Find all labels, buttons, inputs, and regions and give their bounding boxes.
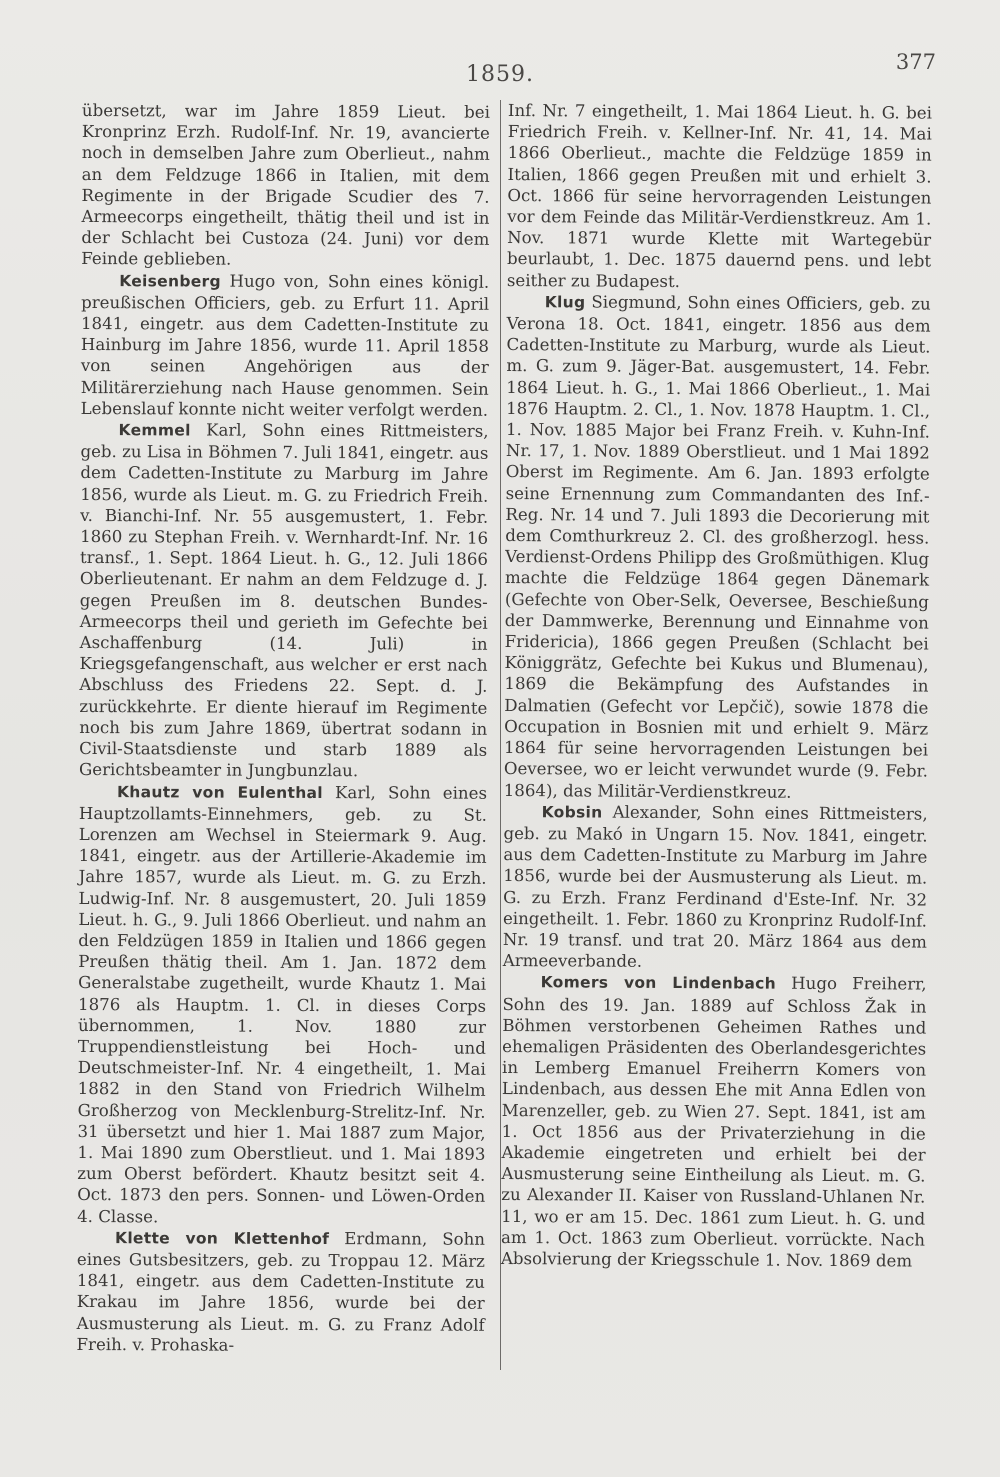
entry-komers — [501, 971, 927, 1271]
left-column — [77, 100, 490, 1357]
entry-surname: Kobsin — [541, 802, 603, 822]
entry-text: Karl, Sohn eines Rittmeisters, geb. zu Lisa in Böhmen 7. Juli 1841, eingetr. aus dem Cadetten-Institute zu Marburg im Jahre 1856, wurde als Lieut. m. G. zu Friedrich Freih. v. Bianchi-Inf. Nr. 55 ausgemustert, 1. Febr. 1860 zu Stephan Freih. v. Wernhardt-Inf. Nr. 16 transf., 1. Sept. 1864 Lieut. h. G., 12. Juli 1866 Oberlieutenant. Er nahm an dem Feldzuge d. J. gegen Preußen im 8. deutschen Bundes-Armeecorps theil und gerieth im Gefechte bei Aschaffenburg (14. Juli) in Kriegsgefangenschaft, aus welcher er erst nach Abschluss des Friedens 22. Sept. d. J. zurückkehrte. Er diente hierauf im Regimente noch bis zum Jahre 1869, übertrat sodann in Civil-Staatsdienste und starb 1889 als Gerichtsbeamter in Jungbunzlau. — [79, 420, 489, 781]
entry-surname: Klug — [544, 293, 586, 312]
entry-text: Inf. Nr. 7 eingetheilt, 1. Mai 1864 Lieut. h. G. bei Friedrich Freih. v. Kellner-Inf. Nr. 41, 14. Mai 1866 Oberlieut., machte die Feldzüge 1859 in Italien, 1866 gegen Preußen mit und erhielt 3. Oct. 1866 für seine hervorragenden Leistungen vor dem Feinde das Militär-Verdienstkreuz. Am 1. Nov. 1871 wurde Klette mit Wartegebür beurlaubt, 1. Dec. 1875 dauernd pens. und lebt seither zu Budapest. — [506, 100, 932, 291]
entry-continuation — [507, 100, 932, 293]
entry-keisenberg — [81, 270, 490, 421]
entry-kobsin — [503, 801, 928, 974]
entry-khautz — [77, 780, 487, 1228]
entry-text: Hugo von, Sohn eines königl. preußischen Officiers, geb. zu Erfurt 11. April 1841, eingetr. aus dem Cadetten-Institute zu Hainburg im Jahre 1856, wurde 11. April 1858 von seinen Angehörigen aus der Militärerziehung nach Hause genommen. Sein Lebenslauf konnte nicht weiter verfolgt werden. — [80, 271, 490, 420]
entry-text: übersetzt, war im Jahre 1859 Lieut. bei Kronprinz Erzh. Rudolf-Inf. Nr. 19, avancierte noch in demselben Jahre zum Oberlieut., nahm an dem Feldzuge 1866 in Italien, mit dem Regimente in der Brigade Scudier des 7. Armeecorps eingetheilt, thätig theil und ist in der Schlacht bei Custoza (24. Juni) vor dem Feinde geblieben. — [81, 100, 490, 270]
entry-surname: Kemmel — [118, 421, 191, 440]
entry-surname: Keisenberg — [119, 271, 221, 291]
entry-text: Hugo Freiherr, Sohn des 19. Jan. 1889 auf Schloss Žak in Böhmen verstorbenen Geheimen Rathes und ehemaligen Präsidenten des Oberlandesgerichtes in Lemberg Emanuel Freiherrn Komers von Lindenbach, aus dessen Ehe mit Anna Edlen von Marenzeller, geb. zu Wien 27. Sept. 1841, ist am 1. Oct 1856 aus der Privaterziehung in die Akademie eingetreten und erhielt bei der Ausmusterung seine Eintheilung als Lieut. m. G. zu Alexander II. Kaiser von Russland-Uhlanen Nr. 11, wo er am 15. Dec. 1861 zum Lieut. h. G. und am 1. Oct. 1863 zum Oberlieut. vorrückte. Nach Absolvierung der Kriegsschule 1. Nov. 1869 dem — [500, 973, 927, 1271]
entry-klug — [504, 291, 931, 803]
entry-text: Erdmann, Sohn eines Gutsbesitzers, geb. zu Troppau 12. März 1841, eingetr. aus dem Cadetten-Institute zu Krakau im Jahre 1856, wurde bei der Ausmusterung als Lieut. m. G. zu Franz Adolf Freih. v. Prohaska- — [76, 1228, 486, 1355]
running-header-year: 1859. — [466, 62, 534, 87]
entry-surname: Klette von Klettenhof — [114, 1228, 330, 1248]
right-column — [501, 100, 932, 1272]
entry-surname: Komers von Lindenbach — [540, 973, 777, 993]
entry-klette — [77, 1227, 486, 1357]
entry-kemmel — [79, 419, 489, 782]
entry-text: Alexander, Sohn eines Rittmeisters, geb. zu Makó in Ungarn 15. Nov. 1841, eingetr. aus dem Cadetten-Institute zu Marburg im Jahre 1856, wurde bei der Ausmusterung als Lieut. m. G. zu Erzh. Franz Ferdinand d'Este-Inf. Nr. 32 eingetheilt. 1. Febr. 1860 zu Kronprinz Rudolf-Inf. Nr. 19 transf. und trat 20. März 1864 aus dem Armeeverbande. — [502, 802, 928, 971]
entry-text: Siegmund, Sohn eines Officiers, geb. zu Verona 18. Oct. 1841, eingetr. 1856 aus dem Cadetten-Institute zu Marburg, wurde als Lieut. m. G. zum 9. Jäger-Bat. ausgemustert, 14. Febr. 1864 Lieut. h. G., 1. Mai 1866 Oberlieut., 1. Mai 1876 Hauptm. 2. Cl., 1. Nov. 1878 Hauptm. 1. Cl., 1. Nov. 1885 Major bei Franz Freih. v. Kuhn-Inf. Nr. 17, 1. Nov. 1889 Oberstlieut. und 1 Mai 1892 Oberst im Regimente. Am 6. Jan. 1893 erfolgte seine Ernennung zum Commandanten des Inf.-Reg. Nr. 14 und 7. Juli 1893 die Decorierung mit dem Comthurkreuz 2. Cl. des großherzogl. hess. Verdienst-Ordens Philipp des Großmüthigen. Klug machte die Feldzüge 1864 gegen Dänemark (Gefechte von Ober-Selk, Oeversee, Beschießung der Dammwerke, Berennung und Einnahme von Fridericia), 1866 gegen Preußen (Schlacht bei Königgrätz, Gefechte bei Kukus und Blumenau), 1869 die Bekämpfung des Aufstandes in Dalmatien (Gefecht vor Lepčič), sowie 1878 die Occupation in Bosnien mit und erhielt 9. März 1864 für seine hervorragenden Leistungen bei Oeversee, wo er leicht verwundet wurde (9. Febr. 1864), das Militär-Verdienstkreuz. — [503, 292, 931, 802]
page-number: 377 — [895, 50, 936, 74]
entry-surname: Khautz von Eulenthal — [116, 782, 323, 802]
entry-continuation — [81, 100, 490, 271]
entry-text: Karl, Sohn eines Hauptzollamts-Einnehmers, geb. zu St. Lorenzen am Wechsel in Steiermark 9. Aug. 1841, eingetr. aus der Artillerie-Akademie im Jahre 1857, wurde als Lieut. m. G. zu Erzh. Ludwig-Inf. Nr. 8 ausgemustert, 20. Juli 1859 Lieut. h. G., 9. Juli 1866 Oberlieut. und nahm an den Feldzügen 1859 in Italien und 1866 gegen Preußen thätig theil. Am 1. Jan. 1872 dem Generalstabe zugetheilt, wurde Khautz 1. Mai 1876 als Hauptm. 1. Cl. in dieses Corps übernommen, 1. Nov. 1880 zur Truppendienstleistung bei Hoch- und Deutschmeister-Inf. Nr. 4 eingetheilt, 1. Mai 1882 in den Stand von Friedrich Wilhelm Großherzog von Mecklenburg-Strelitz-Inf. Nr. 31 übersetzt und hier 1. Mai 1887 zum Major, 1. Mai 1890 zum Oberstlieut. und 1. Mai 1893 zum Oberst befördert. Khautz besitzt seit 4. Oct. 1873 den pers. Sonnen- und Löwen-Orden 4. Classe. — [77, 782, 488, 1226]
